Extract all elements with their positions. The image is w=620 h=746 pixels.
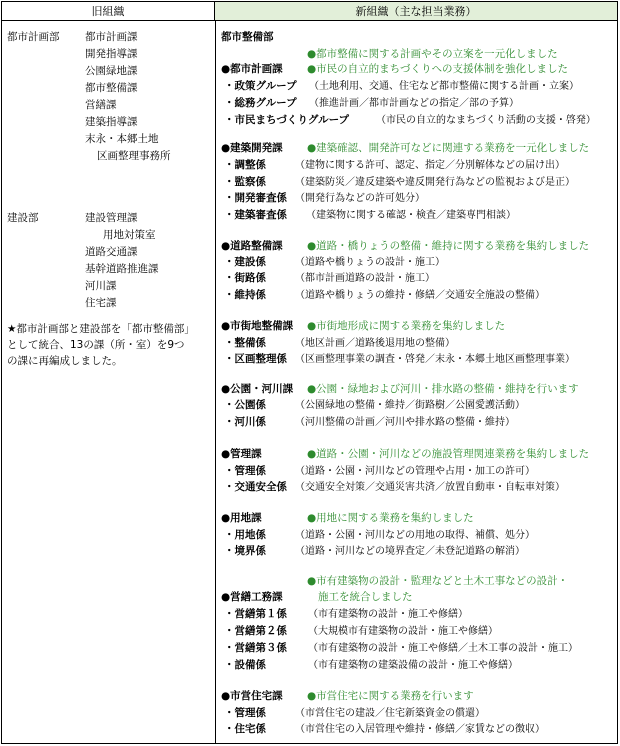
old-section: 都市計画課 <box>85 31 138 43</box>
unit-label: ・用地係 <box>224 529 266 541</box>
old-section: 河川課 <box>85 280 117 292</box>
unit-desc: （河川整備の計画／河川や排水路の整備・維持） <box>295 417 515 428</box>
unit-label: ・監察係 <box>224 176 266 188</box>
new-dept-name: 都市整備部 <box>221 31 274 43</box>
section-shigaichi: ●市街地整備課 <box>221 320 294 332</box>
old-section: 区画整理事務所 <box>97 150 171 162</box>
section-note: ●市営住宅に関する業務を行います <box>307 690 474 702</box>
section-note: 施工を統合しました <box>318 591 413 603</box>
unit-desc: （建築防災／違反建築や違反開発行為などの監視および是正） <box>295 177 575 188</box>
unit-desc: （開発行為などの許可処分） <box>295 193 425 204</box>
old-section: 建設管理課 <box>85 212 138 224</box>
unit-desc: （都市計画道路の設計・施工） <box>295 273 435 284</box>
unit-desc: （地区計画／道路後退用地の整備） <box>295 338 455 349</box>
unit-desc: （建築物に関する確認・検査／建築専門相談） <box>306 210 516 221</box>
old-section: 公園緑地課 <box>85 65 138 77</box>
old-section: 道路交通課 <box>85 246 138 258</box>
old-org-header: 旧組織 <box>2 2 215 21</box>
old-section: 基幹道路推進課 <box>85 263 159 275</box>
unit-label: ・管理係 <box>224 707 266 719</box>
unit-label: ・総務グループ <box>224 97 297 109</box>
unit-label: ・調整係 <box>224 159 266 171</box>
unit-desc: （市有建築物の建築設備の設計・施工や修繕） <box>308 660 518 671</box>
unit-desc: （道路・公園・河川などの用地の取得、補償、処分） <box>295 530 535 541</box>
old-section: 営繕課 <box>85 99 117 111</box>
unit-desc: （道路や橋りょうの設計・施工） <box>295 257 445 268</box>
unit-label: ・営繕第１係 <box>224 608 287 620</box>
section-jutaku: ●市営住宅課 <box>221 690 283 702</box>
unit-desc: （市民の自立的なまちづくり活動の支援・啓発） <box>376 115 596 126</box>
org-table <box>1 1 618 744</box>
old-dept-toshi: 都市計画部 <box>7 31 60 43</box>
unit-label: ・街路係 <box>224 272 266 284</box>
section-note: ●道路・公園・河川などの施設管理関連業務を集約しました <box>307 448 590 460</box>
old-section: 建築指導課 <box>85 116 138 128</box>
old-note-line: として統合、13の課（所・室）を9つ <box>7 339 185 351</box>
unit-label: ・設備係 <box>224 659 266 671</box>
unit-desc: （市営住宅の入居管理や維持・修繕／家賃などの徴収） <box>295 724 545 735</box>
old-note-line: の課に再編成しました。 <box>7 355 123 367</box>
old-section: 都市整備課 <box>85 82 138 94</box>
unit-label: ・政策グループ <box>224 80 297 92</box>
unit-label: ・河川係 <box>224 416 266 428</box>
old-section: 用地対策室 <box>103 229 156 241</box>
old-section: 住宅課 <box>85 297 117 309</box>
dept-note: ●市民の自立的まちづくりへの支援体制を強化しました <box>307 63 569 75</box>
old-section: 開発指導課 <box>85 48 138 60</box>
unit-desc: （区画整理事業の調査・啓発／末永・本郷土地区画整理事業） <box>295 354 575 365</box>
section-eizen: ●営繕工務課 <box>221 591 283 603</box>
unit-desc: （公園緑地の整備・維持／街路樹／公園愛護活動） <box>295 400 525 411</box>
unit-desc: （大規模市有建築物の設計・施工や修繕） <box>308 626 498 637</box>
section-toshi-keikaku: ●都市計画課 <box>221 63 283 75</box>
unit-label: ・公園係 <box>224 399 266 411</box>
unit-desc: （交通安全対策／交通災害共済／放置自動車・自転車対策） <box>295 482 565 493</box>
unit-label: ・住宅係 <box>224 723 266 735</box>
column-divider <box>215 21 216 743</box>
dept-note: ●都市整備に関する計画やその立案を一元化しました <box>307 48 558 60</box>
old-section: 末永・本郷土地 <box>85 133 159 145</box>
old-dept-kensetsu: 建設部 <box>7 212 39 224</box>
unit-label: ・維持係 <box>224 289 266 301</box>
unit-label: ・境界係 <box>224 545 266 557</box>
old-note-line: ★都市計画部と建設部を「都市整備部」 <box>7 323 195 335</box>
unit-desc: （市有建築物の設計・施工や修繕） <box>308 609 468 620</box>
section-koen: ●公園・河川課 <box>221 383 294 395</box>
unit-desc: （市営住宅の建設／住宅新築資金の償還） <box>295 708 485 719</box>
unit-label: ・市民まちづくりグループ <box>224 114 350 126</box>
unit-label: ・管理係 <box>224 465 266 477</box>
unit-desc: （土地利用、交通、住宅など都市整備に関する計画・立案） <box>309 81 579 92</box>
new-org-header: 新組織（主な担当業務） <box>215 2 617 21</box>
unit-desc: （道路や橋りょうの維持・修繕／交通安全施設の整備） <box>295 290 545 301</box>
unit-label: ・区画整理係 <box>224 353 287 365</box>
unit-desc: （市有建築物の設計・施工や修繕／土木工事の設計・施工） <box>308 643 578 654</box>
section-note: ●公園・緑地および河川・排水路の整備・維持を行います <box>307 383 579 395</box>
section-yochi: ●用地課 <box>221 512 262 524</box>
unit-label: ・建設係 <box>224 256 266 268</box>
section-kenchiku: ●建築開発課 <box>221 142 283 154</box>
unit-desc: （推進計画／都市計画などの指定／部の予算） <box>309 98 519 109</box>
section-kanri: ●管理課 <box>221 448 262 460</box>
unit-label: ・整備係 <box>224 337 266 349</box>
unit-label: ・交通安全係 <box>224 481 287 493</box>
unit-label: ・営繕第２係 <box>224 625 287 637</box>
unit-desc: （建物に関する許可、認定、指定／分別解体などの届け出） <box>295 160 565 171</box>
section-note: ●市有建築物の設計・監理などと土木工事などの設計・ <box>307 575 569 587</box>
unit-desc: （道路・公園・河川などの管理や占用・加工の許可） <box>295 466 535 477</box>
unit-label: ・建築審査係 <box>224 209 287 221</box>
section-note: ●用地に関する業務を集約しました <box>307 512 474 524</box>
unit-desc: （道路・河川などの境界査定／未登記道路の解消） <box>295 546 525 557</box>
section-note: ●建築確認、開発許可などに関連する業務を一元化しました <box>307 142 590 154</box>
unit-label: ・開発審査係 <box>224 192 287 204</box>
section-note: ●道路・橋りょうの整備・維持に関する業務を集約しました <box>307 240 590 252</box>
section-doro: ●道路整備課 <box>221 240 283 252</box>
unit-label: ・営繕第３係 <box>224 642 287 654</box>
section-note: ●市街地形成に関する業務を集約しました <box>307 320 506 332</box>
